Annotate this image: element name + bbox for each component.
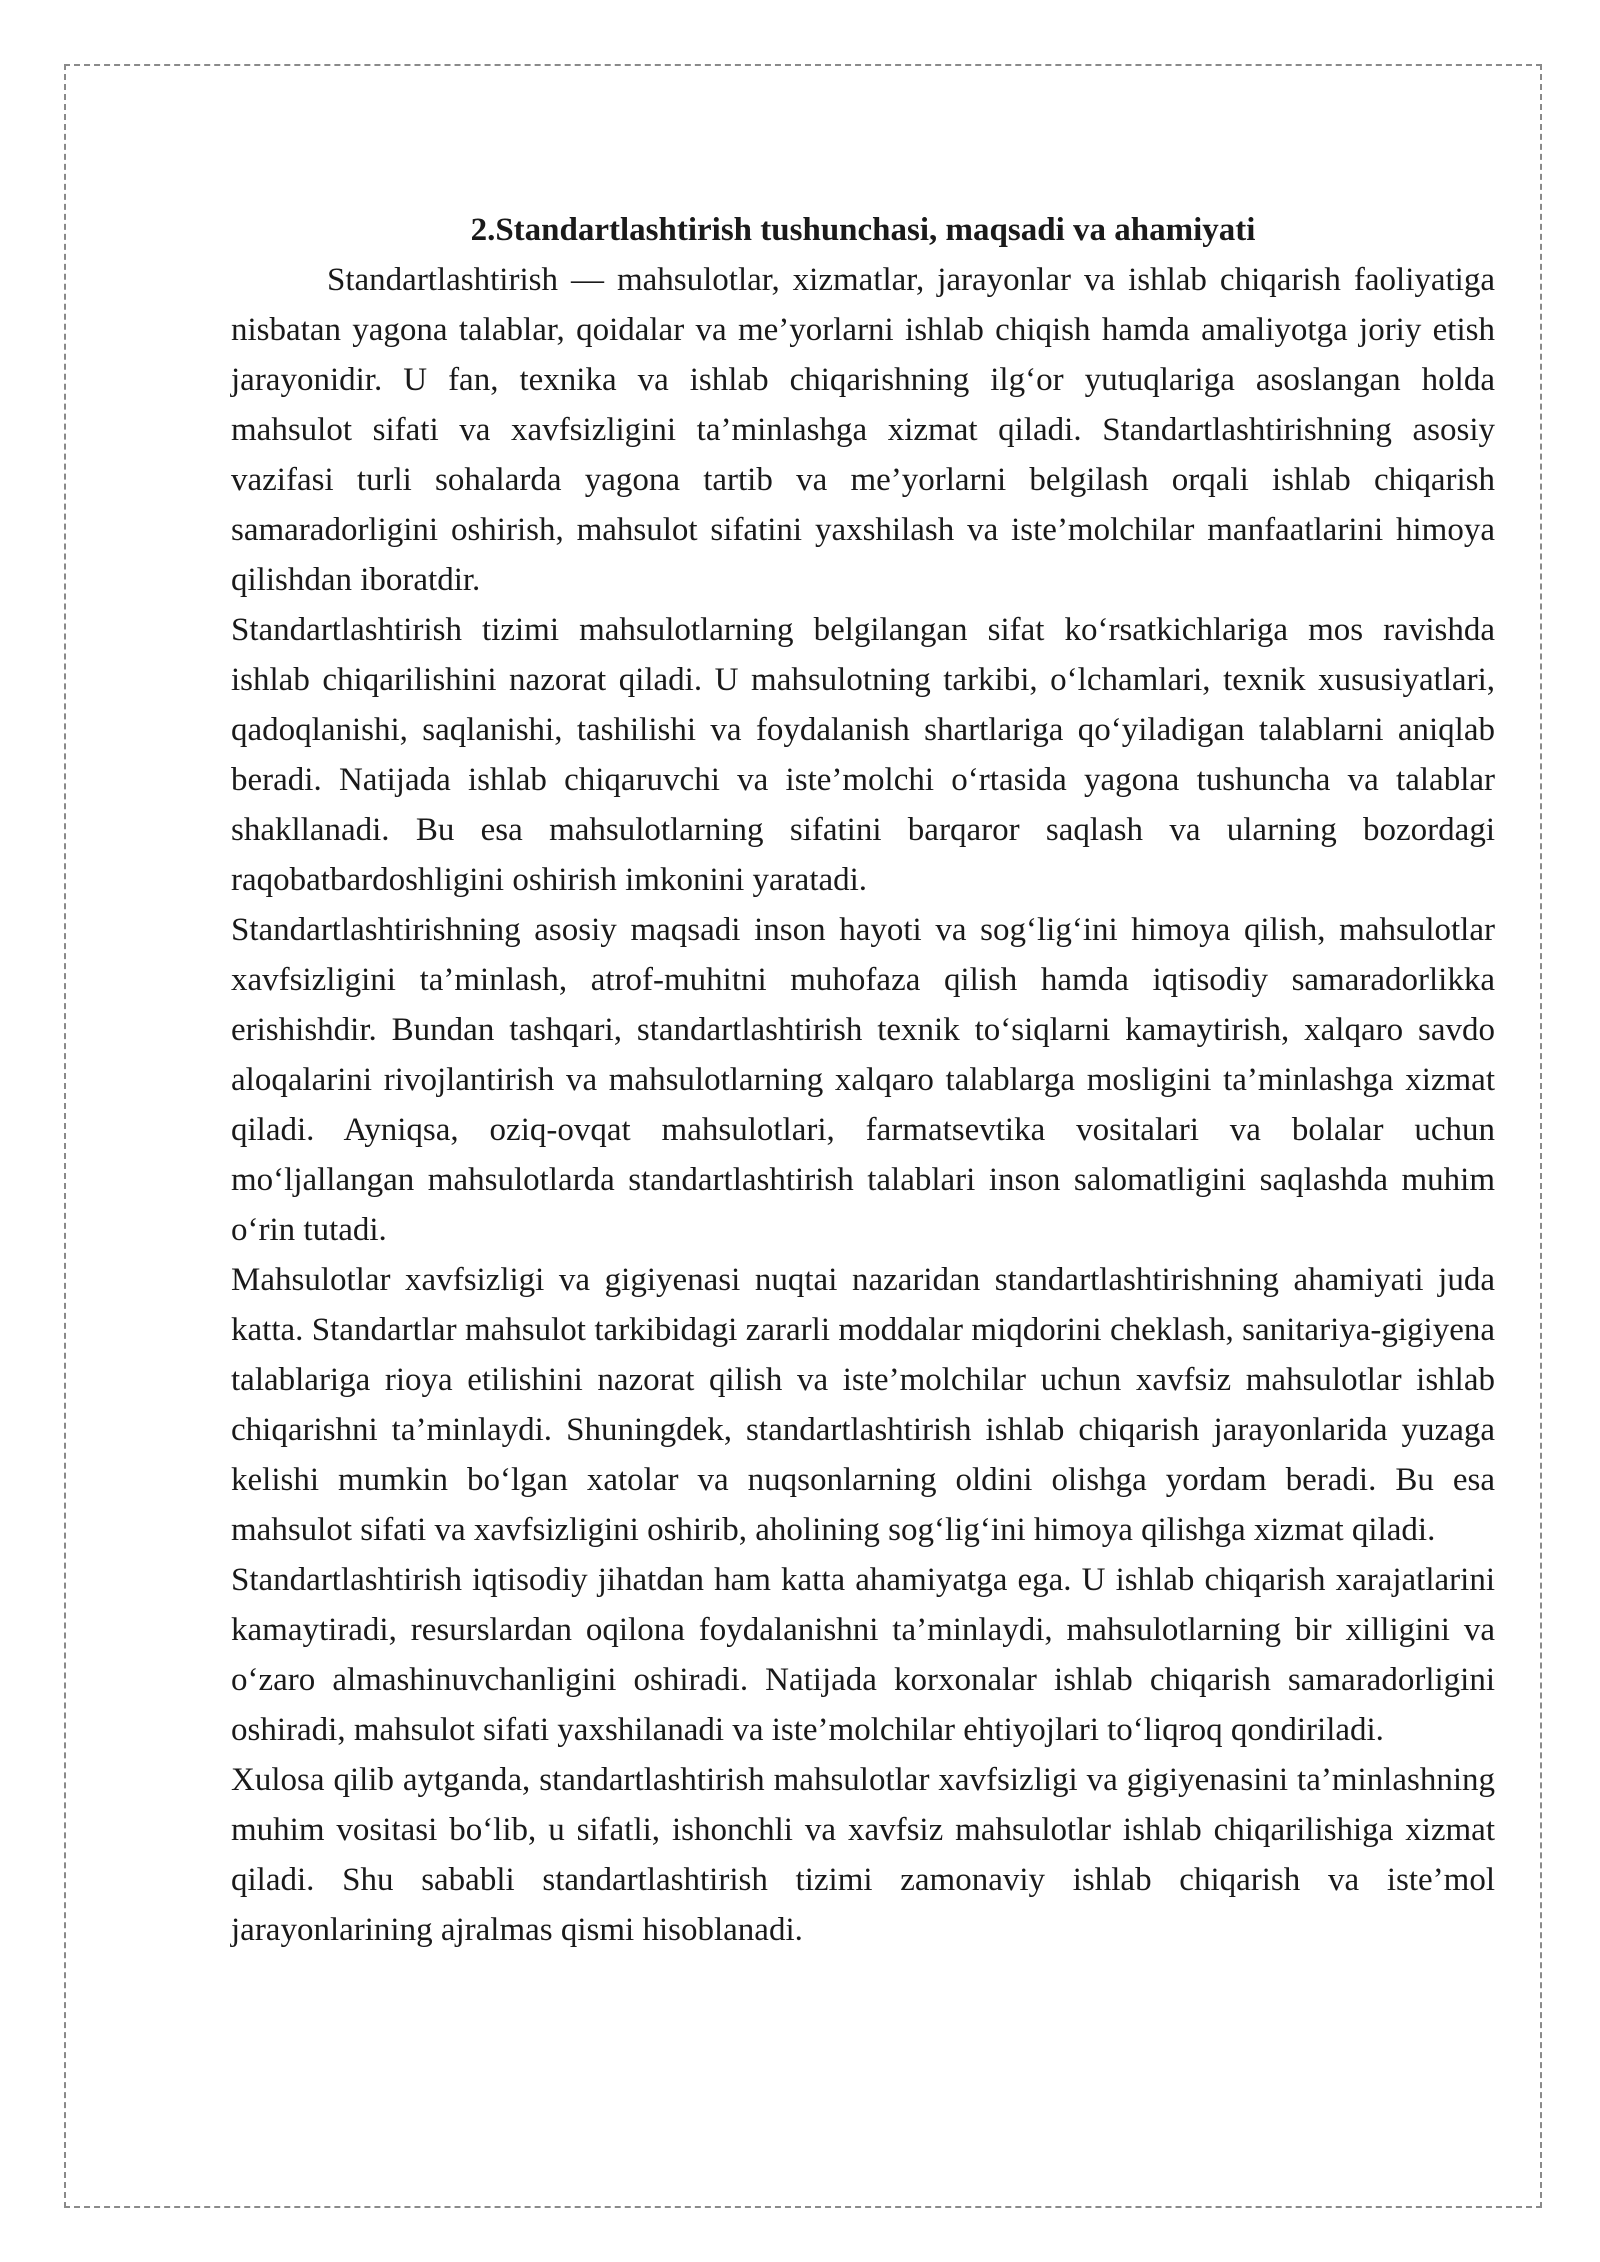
paragraph-economic: Standartlashtirish iqtisodiy jihatdan ham katta ahamiyatga ega. U ishlab chiqarish xarajatlarini kamaytiradi, resurslardan oqilona foydalanishni ta’minlaydi, mahsulotlarning bir xilligini va o‘zaro almashinuvchanligini oshiradi. Natijada korxonalar ishlab chiqarish samaradorligini oshiradi, mahsulot sifati yaxshilanadi va iste’molchilar ehtiyojlari to‘liqroq qondiriladi. [231,1562,1495,1748]
document-body [231,205,1495,1955]
paragraph-safety: Mahsulotlar xavfsizligi va gigiyenasi nuqtai nazaridan standartlashtirishning ahamiyati juda katta. Standartlar mahsulot tarkibidagi zararli moddalar miqdorini cheklash, sanitariya-gigiyena talablariga rioya etilishini nazorat qilish va iste’molchilar uchun xavfsiz mahsulotlar ishlab chiqarishni ta’minlaydi. Shuningdek, standartlashtirish ishlab chiqarish jarayonlarida yuzaga kelishi mumkin bo‘lgan xatolar va nuqsonlarning oldini olishga yordam beradi. Bu esa mahsulot sifati va xavfsizligini oshirib, aholining sog‘lig‘ini himoya qilishga xizmat qiladi. [231,1262,1495,1548]
paragraph-system: Standartlashtirish tizimi mahsulotlarning belgilangan sifat ko‘rsatkichlariga mos ravishda ishlab chiqarilishini nazorat qiladi. U mahsulotning tarkibi, o‘lchamlari, texnik xususiyatlari, qadoqlanishi, saqlanishi, tashilishi va foydalanish shartlariga qo‘yiladigan talablarni aniqlab beradi. Natijada ishlab chiqaruvchi va iste’molchi o‘rtasida yagona tushuncha va talablar shakllanadi. Bu esa mahsulotlarning sifatini barqaror saqlash va ularning bozordagi raqobatbardoshligini oshirish imkonini yaratadi. [231,612,1495,898]
paragraph-conclusion: Xulosa qilib aytganda, standartlashtirish mahsulotlar xavfsizligi va gigiyenasini ta’minlashning muhim vositasi bo‘lib, u sifatli, ishonchli va xavfsiz mahsulotlar ishlab chiqarilishiga xizmat qiladi. Shu sababli standartlashtirish tizimi zamonaviy ishlab chiqarish va iste’mol jarayonlarining ajralmas qismi hisoblanadi. [231,1762,1495,1948]
paragraph-purpose: Standartlashtirishning asosiy maqsadi inson hayoti va sog‘lig‘ini himoya qilish, mahsulotlar xavfsizligini ta’minlash, atrof-muhitni muhofaza qilish hamda iqtisodiy samaradorlikka erishishdir. Bundan tashqari, standartlashtirish texnik to‘siqlarni kamaytirish, xalqaro savdo aloqalarini rivojlantirish va mahsulotlarning xalqaro talablarga mosligini ta’minlashga xizmat qiladi. Ayniqsa, oziq-ovqat mahsulotlari, farmatsevtika vositalari va bolalar uchun mo‘ljallangan mahsulotlarda standartlashtirish talablari inson salomatligini saqlashda muhim o‘rin tutadi. [231,912,1495,1248]
paragraph-definition: Standartlashtirish — mahsulotlar, xizmatlar, jarayonlar va ishlab chiqarish faoliyatiga nisbatan yagona talablar, qoidalar va me’yorlarni ishlab chiqish hamda amaliyotga joriy etish jarayonidir. U fan, texnika va ishlab chiqarishning ilg‘or yutuqlariga asoslangan holda mahsulot sifati va xavfsizligini ta’minlashga xizmat qiladi. Standartlashtirishning asosiy vazifasi turli sohalarda yagona tartib va me’yorlarni belgilash orqali ishlab chiqarish samaradorligini oshirish, mahsulot sifatini yaxshilash va iste’molchilar manfaatlarini himoya qilishdan iboratdir. [231,262,1495,598]
document-title: 2.Standartlashtirish tushunchasi, maqsadi va ahamiyati [470,212,1256,248]
